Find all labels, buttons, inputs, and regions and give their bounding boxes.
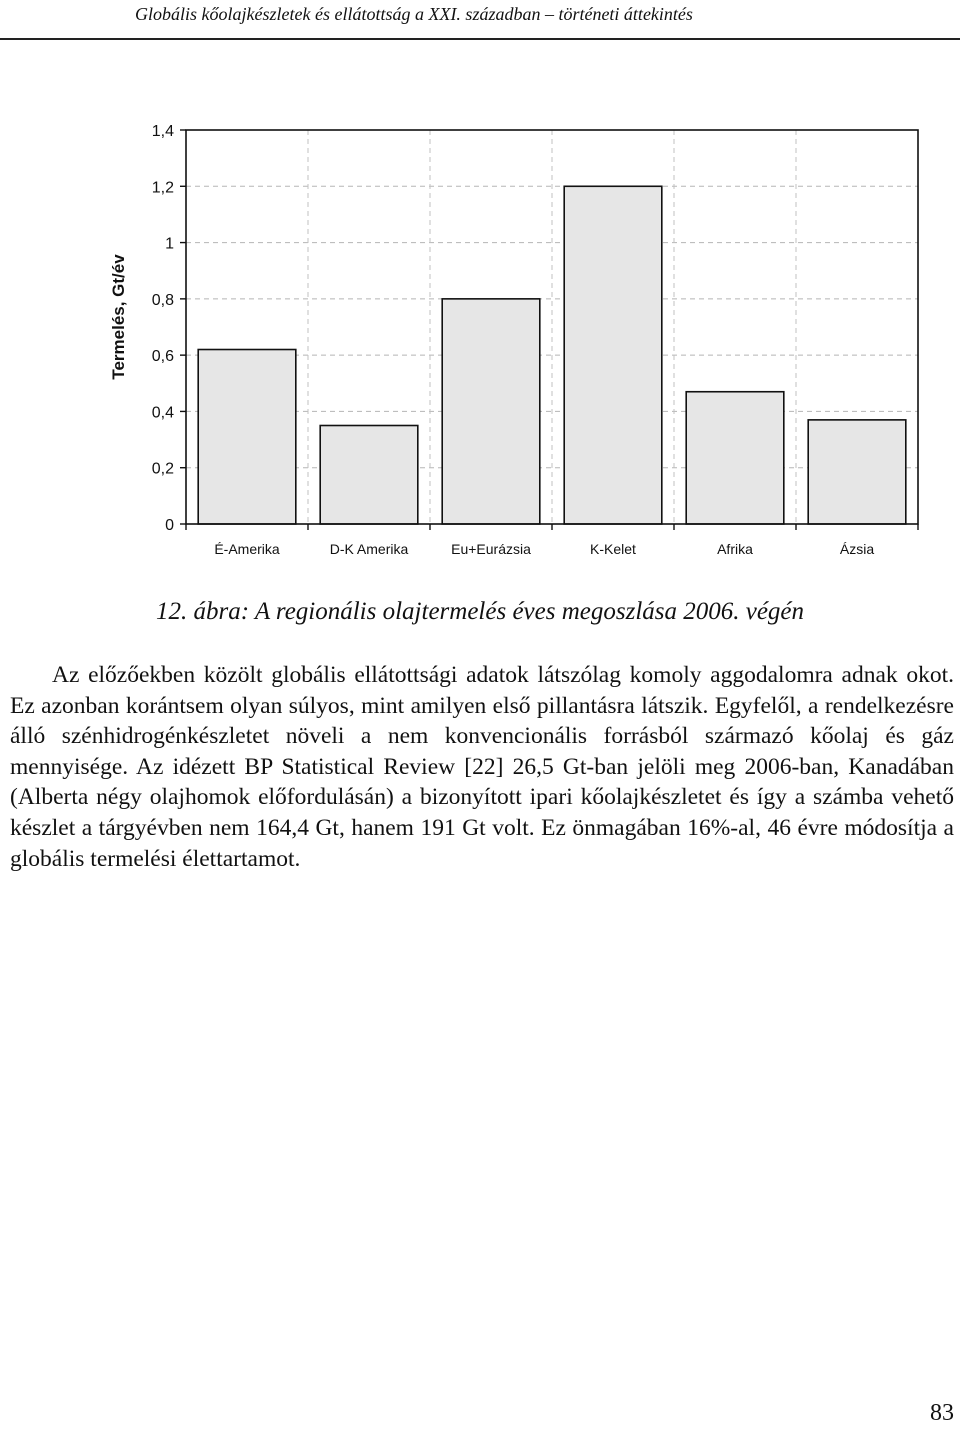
- x-tick-label: D-K Amerika: [329, 541, 409, 557]
- y-axis-label: Termelés, Gt/év: [109, 254, 128, 380]
- figure-caption: 12. ábra: A regionális olajtermelés éves megoszlása 2006. végén: [155, 598, 805, 625]
- y-tick-label: 0: [165, 517, 174, 534]
- bar-5: [686, 392, 784, 524]
- x-tick-label: Eu+Eurázsia: [451, 541, 531, 557]
- x-tick-label: Ázsia: [839, 541, 875, 557]
- x-tick-label: Afrika: [717, 541, 753, 557]
- bar-3: [442, 299, 540, 524]
- x-tick-label: K-Kelet: [590, 541, 636, 557]
- bar-2: [320, 426, 418, 525]
- running-header: [0, 0, 960, 40]
- bar-6: [808, 420, 906, 524]
- bar-1: [198, 350, 296, 524]
- bar-chart: [0, 100, 960, 580]
- y-tick-label: 1,2: [151, 179, 174, 197]
- body-paragraph: Az előzőekben közölt globális ellátottsági adatok látszólag komoly aggodalomra adnak okot. Ez azonban korántsem olyan súlyos, mint amilyen első pillantásra látszik. Egyfelől, a rendelkezésre álló szénhidrogénkészletet növeli a nem konvencionális forrásból származó kőolaj és gáz mennyisége. Az idézett BP Statistical Review [22] 26,5 Gt-ban jelöli meg 2006-ban, Kanadában (Alberta négy olajhomok előfordulásán) a bizonyított ipari kőolajkészletet és így a számba vehető készlet a tárgyévben nem 164,4 Gt, hanem 191 Gt volt. Ez önmagában 16%-al, 46 évre módosítja a globális termelési élettartamot.: [10, 662, 954, 872]
- x-tick-label: É-Amerika: [214, 541, 280, 557]
- y-tick-label: 0,6: [151, 348, 174, 366]
- y-tick-label: 1,4: [151, 123, 174, 140]
- page-number: 83: [930, 1400, 954, 1426]
- bar-4: [564, 186, 662, 524]
- running-header-title: Globális kőolajkészletek és ellátottság a XXI. században – történeti áttekintés: [135, 4, 693, 24]
- y-tick-label: 1: [165, 235, 174, 253]
- y-tick-label: 0,4: [151, 404, 174, 422]
- y-tick-label: 0,2: [151, 460, 174, 478]
- y-tick-label: 0,8: [151, 291, 174, 309]
